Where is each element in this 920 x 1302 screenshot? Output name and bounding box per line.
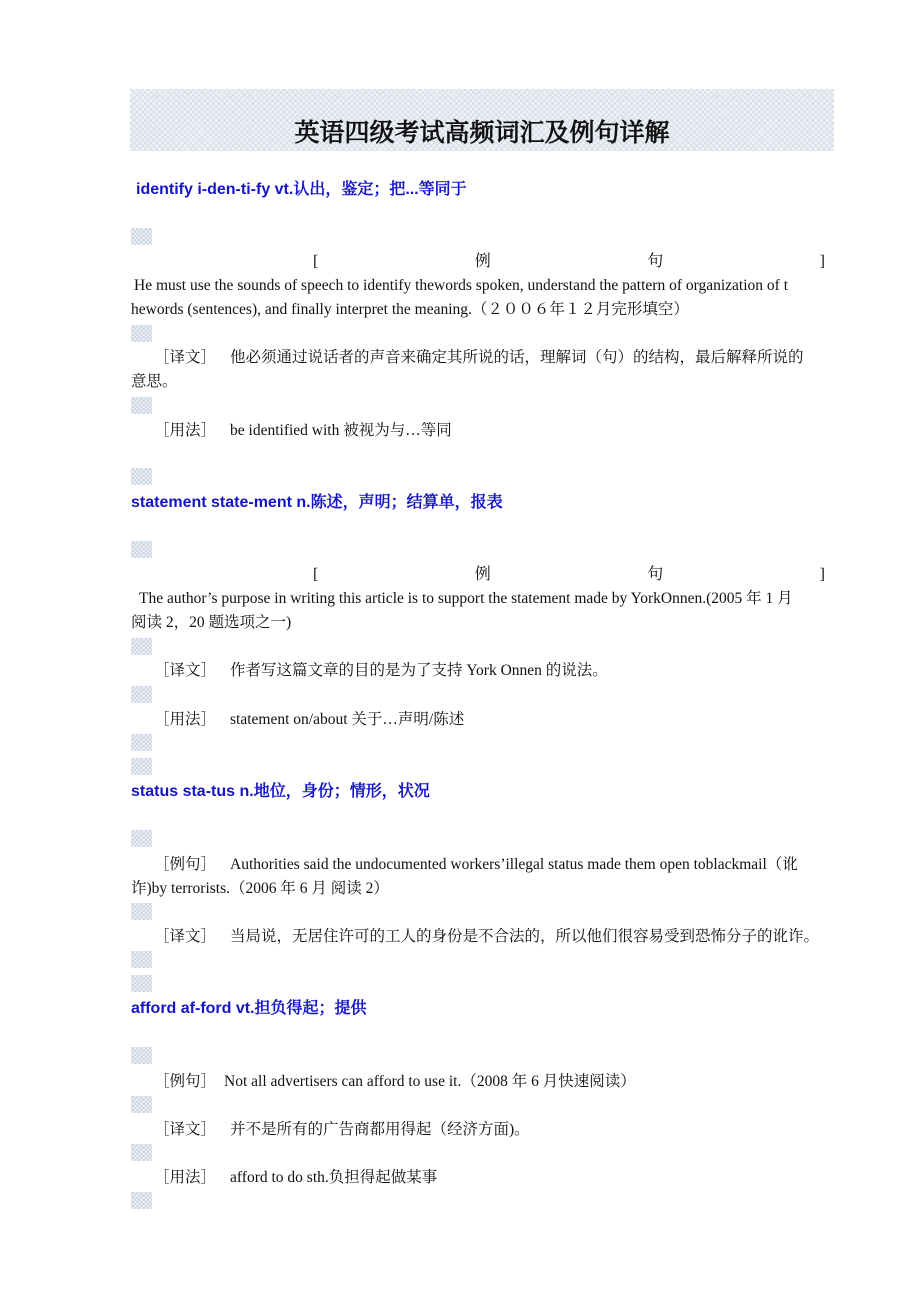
example-line: He must use the sounds of speech to identify thewords spoken, understand the pattern of organization of t — [134, 277, 789, 294]
translation-tag: ［译文］ — [154, 928, 217, 945]
example-char-ju: 句 — [647, 253, 664, 270]
translation-tag: ［译文］ — [154, 1121, 217, 1138]
example-char-li: 例 — [474, 253, 491, 270]
spacer-image — [131, 397, 152, 414]
example-tag: ［例句］ — [154, 856, 217, 873]
spacer-image — [131, 1096, 152, 1113]
spacer-image — [131, 1192, 152, 1209]
example-line: The author’s purpose in writing this article is to support the statement made by YorkOnnen.(2005 年 1 月 — [139, 590, 793, 607]
spacer-image — [131, 1144, 152, 1161]
spacer-image — [131, 686, 152, 703]
translation-line: 意思。 — [131, 373, 178, 390]
headword-identify: identify i-den-ti-fy vt.认出，鉴定；把...等同于 — [136, 181, 467, 198]
bracket-open: [ — [313, 566, 319, 583]
example-char-ju: 句 — [647, 566, 664, 583]
spacer-image — [131, 228, 152, 245]
bracket-close: ] — [819, 566, 825, 583]
translation-line: ［译文］ 他必须通过说话者的声音来确定其所说的话，理解词（句）的结构，最后解释所说的 — [154, 349, 804, 366]
spacer-image — [131, 951, 152, 968]
example-line: hewords (sentences), and finally interpret the meaning.（２００６年１２月完形填空） — [131, 301, 689, 318]
example-tag: ［例句］ — [154, 1073, 217, 1090]
page-title: 英语四级考试高频词汇及例句详解 — [294, 120, 670, 147]
headword-statement: statement state-ment n.陈述，声明；结算单，报表 — [131, 494, 503, 511]
spacer-image — [131, 1047, 152, 1064]
example-char-li: 例 — [474, 566, 491, 583]
usage-line: ［用法］ statement on/about 关于…声明/陈述 — [154, 711, 465, 728]
translation-tag: ［译文］ — [154, 349, 217, 366]
usage-tag: ［用法］ — [154, 422, 217, 439]
spacer-image — [131, 541, 152, 558]
headword-status: status sta-tus n.地位，身份；情形，状况 — [131, 783, 430, 800]
example-line: ［例句］ Not all advertisers can afford to use it.（2008 年 6 月快速阅读） — [154, 1073, 636, 1090]
example-line: 阅读 2，20 题选项之一) — [131, 614, 292, 631]
example-header — [313, 252, 825, 272]
spacer-image — [131, 975, 152, 992]
spacer-image — [131, 468, 152, 485]
spacer-image — [131, 325, 152, 342]
headword-afford: afford af-ford vt.担负得起；提供 — [131, 1000, 367, 1017]
spacer-image — [131, 638, 152, 655]
bracket-close: ] — [819, 253, 825, 270]
spacer-image — [131, 758, 152, 775]
usage-line: ［用法］ afford to do sth.负担得起做某事 — [154, 1169, 438, 1186]
translation-line: ［译文］ 作者写这篇文章的目的是为了支持 York Onnen 的说法。 — [154, 662, 608, 679]
usage-line: ［用法］ be identified with 被视为与…等同 — [154, 422, 452, 439]
spacer-image — [131, 734, 152, 751]
translation-line: ［译文］ 并不是所有的广告商都用得起（经济方面)。 — [154, 1121, 530, 1138]
bracket-open: [ — [313, 253, 319, 270]
usage-tag: ［用法］ — [154, 1169, 217, 1186]
translation-line: ［译文］ 当局说，无居住许可的工人的身份是不合法的，所以他们很容易受到恐怖分子的讹诈。 — [154, 928, 820, 945]
usage-tag: ［用法］ — [154, 711, 217, 728]
example-header — [313, 565, 825, 585]
example-line: ［例句］ Authorities said the undocumented workers’illegal status made them open toblackmail（讹 — [154, 856, 798, 873]
spacer-image — [131, 830, 152, 847]
example-line: 诈)by terrorists.（2006 年 6 月 阅读 2） — [131, 880, 389, 897]
translation-tag: ［译文］ — [154, 662, 217, 679]
spacer-image — [131, 903, 152, 920]
